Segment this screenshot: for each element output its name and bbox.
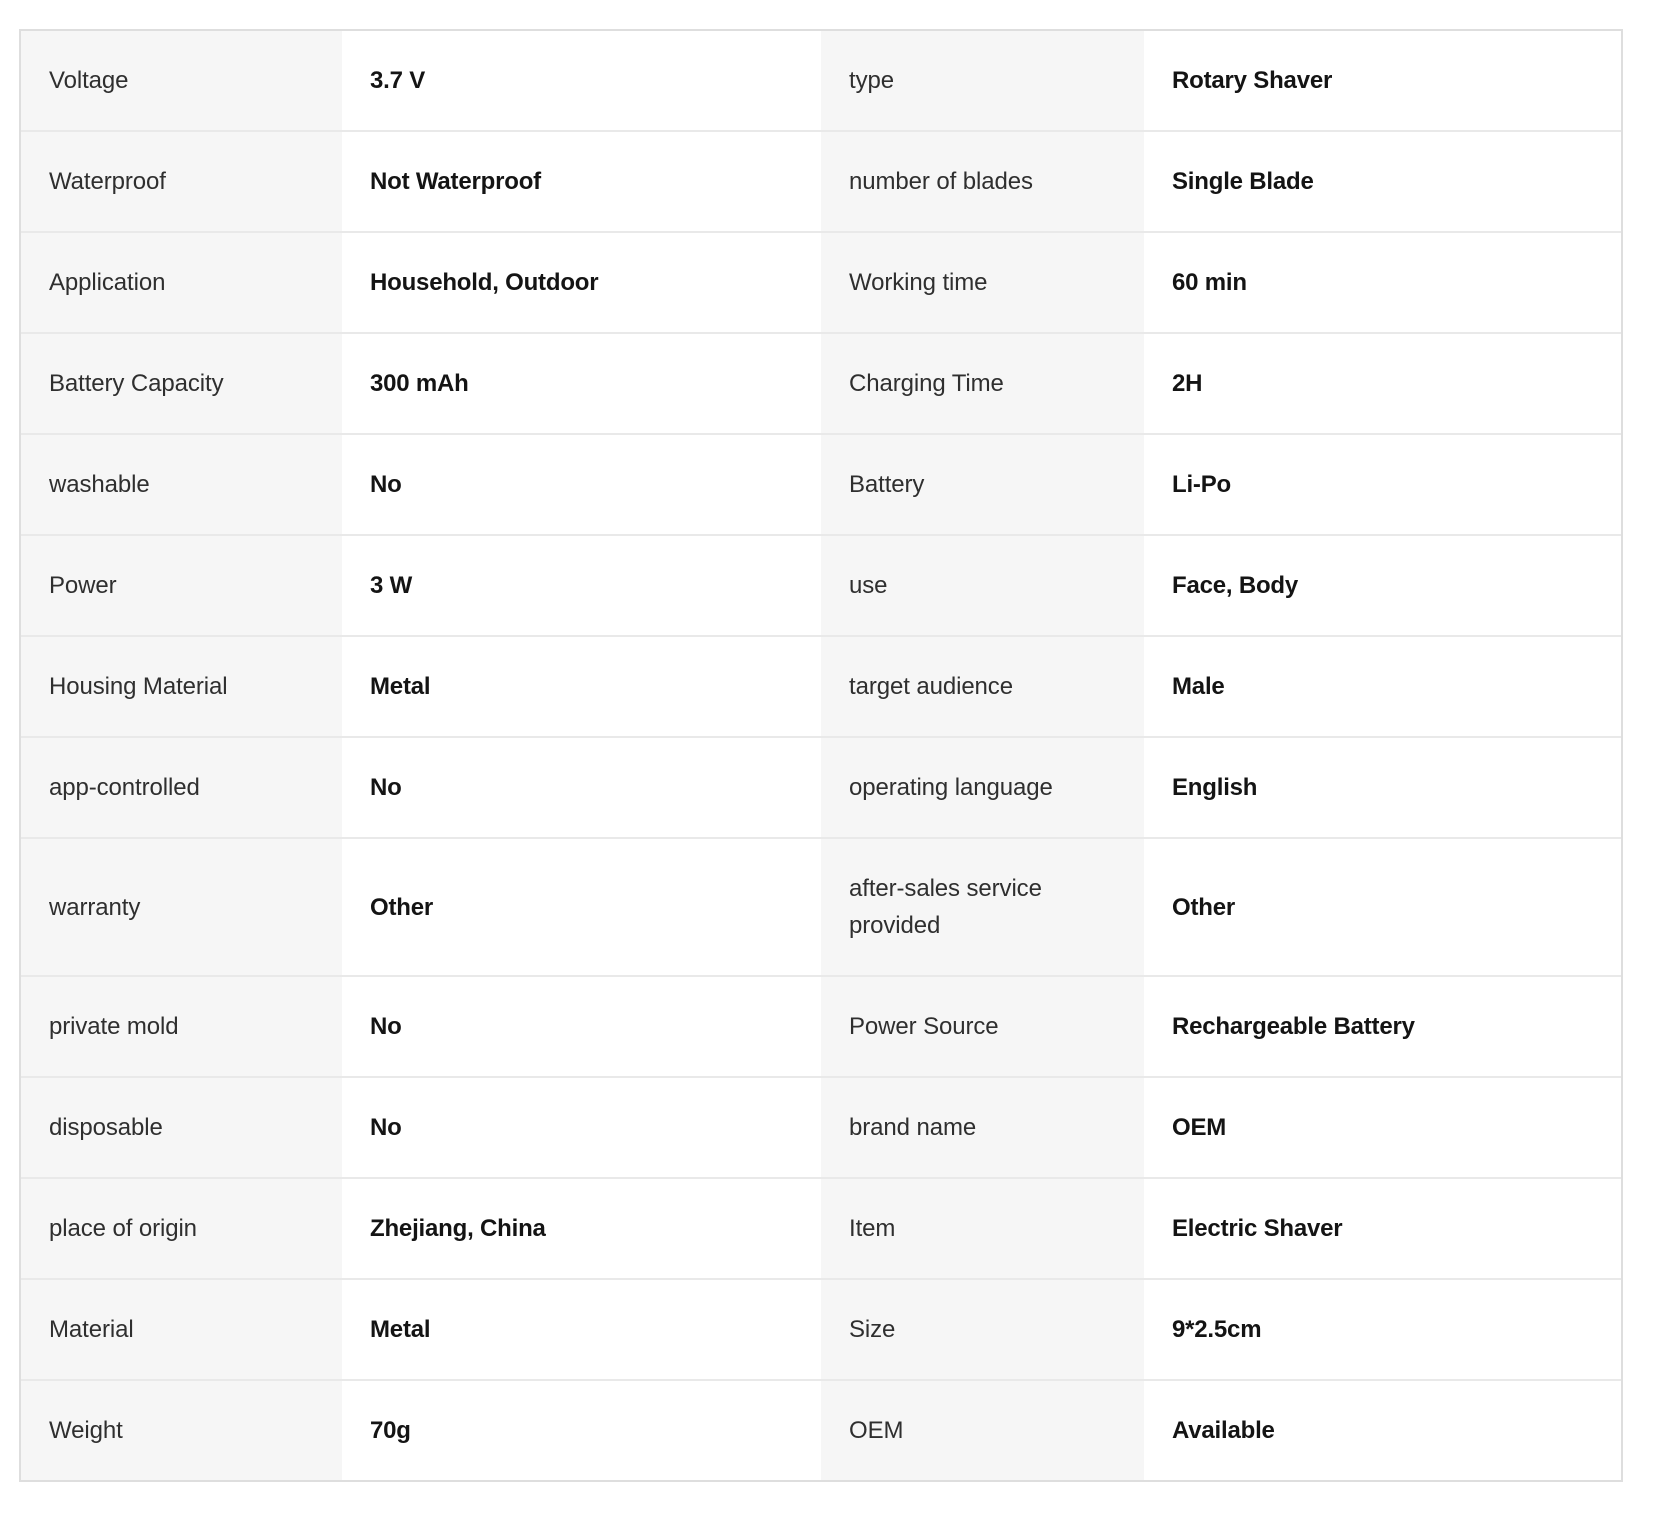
product-spec-table (19, 29, 1623, 1482)
spec-label-right: use (821, 536, 1144, 635)
spec-value-left: Household, Outdoor (342, 233, 821, 332)
spec-label-left: warranty (21, 839, 342, 975)
spec-value-right: English (1144, 738, 1621, 837)
spec-value-right: 9*2.5cm (1144, 1280, 1621, 1379)
spec-value-right: Other (1144, 839, 1621, 975)
spec-label-right: Power Source (821, 977, 1144, 1076)
table-row (21, 31, 1621, 130)
table-row (21, 433, 1621, 534)
spec-label-right: OEM (821, 1381, 1144, 1480)
spec-label-left: app-controlled (21, 738, 342, 837)
spec-label-left: Housing Material (21, 637, 342, 736)
spec-value-left: Other (342, 839, 821, 975)
spec-value-left: 70g (342, 1381, 821, 1480)
table-row (21, 130, 1621, 231)
spec-label-left: Voltage (21, 31, 342, 130)
spec-label-left: disposable (21, 1078, 342, 1177)
spec-label-right: operating language (821, 738, 1144, 837)
spec-value-right: Electric Shaver (1144, 1179, 1621, 1278)
spec-label-left: Application (21, 233, 342, 332)
table-row (21, 736, 1621, 837)
spec-label-left: Weight (21, 1381, 342, 1480)
spec-value-left: No (342, 1078, 821, 1177)
table-row (21, 837, 1621, 975)
spec-label-left: Material (21, 1280, 342, 1379)
spec-label-right: Battery (821, 435, 1144, 534)
table-row (21, 534, 1621, 635)
spec-label-right: Item (821, 1179, 1144, 1278)
spec-label-right: number of blades (821, 132, 1144, 231)
spec-label-left: private mold (21, 977, 342, 1076)
table-row (21, 1076, 1621, 1177)
spec-label-right: Working time (821, 233, 1144, 332)
table-row (21, 332, 1621, 433)
spec-label-left: Waterproof (21, 132, 342, 231)
table-row (21, 231, 1621, 332)
spec-value-left: 300 mAh (342, 334, 821, 433)
spec-value-left: 3 W (342, 536, 821, 635)
spec-value-left: Metal (342, 1280, 821, 1379)
spec-value-left: Metal (342, 637, 821, 736)
spec-value-right: OEM (1144, 1078, 1621, 1177)
spec-value-left: No (342, 738, 821, 837)
spec-value-left: No (342, 435, 821, 534)
spec-label-right: type (821, 31, 1144, 130)
spec-value-right: Face, Body (1144, 536, 1621, 635)
spec-value-right: Rechargeable Battery (1144, 977, 1621, 1076)
spec-value-right: Available (1144, 1381, 1621, 1480)
spec-value-left: Not Waterproof (342, 132, 821, 231)
table-row (21, 635, 1621, 736)
spec-label-left: washable (21, 435, 342, 534)
spec-label-right: after-sales service provided (821, 839, 1144, 975)
table-row (21, 1379, 1621, 1480)
spec-value-left: Zhejiang, China (342, 1179, 821, 1278)
spec-value-left: No (342, 977, 821, 1076)
spec-label-left: Power (21, 536, 342, 635)
spec-value-right: 60 min (1144, 233, 1621, 332)
spec-label-right: Charging Time (821, 334, 1144, 433)
spec-value-right: Li-Po (1144, 435, 1621, 534)
spec-value-right: 2H (1144, 334, 1621, 433)
table-row (21, 1177, 1621, 1278)
spec-value-right: Rotary Shaver (1144, 31, 1621, 130)
spec-value-left: 3.7 V (342, 31, 821, 130)
spec-label-right: target audience (821, 637, 1144, 736)
spec-label-left: Battery Capacity (21, 334, 342, 433)
spec-value-right: Single Blade (1144, 132, 1621, 231)
spec-value-right: Male (1144, 637, 1621, 736)
table-row (21, 975, 1621, 1076)
spec-label-right: Size (821, 1280, 1144, 1379)
spec-label-left: place of origin (21, 1179, 342, 1278)
table-row (21, 1278, 1621, 1379)
spec-label-right: brand name (821, 1078, 1144, 1177)
